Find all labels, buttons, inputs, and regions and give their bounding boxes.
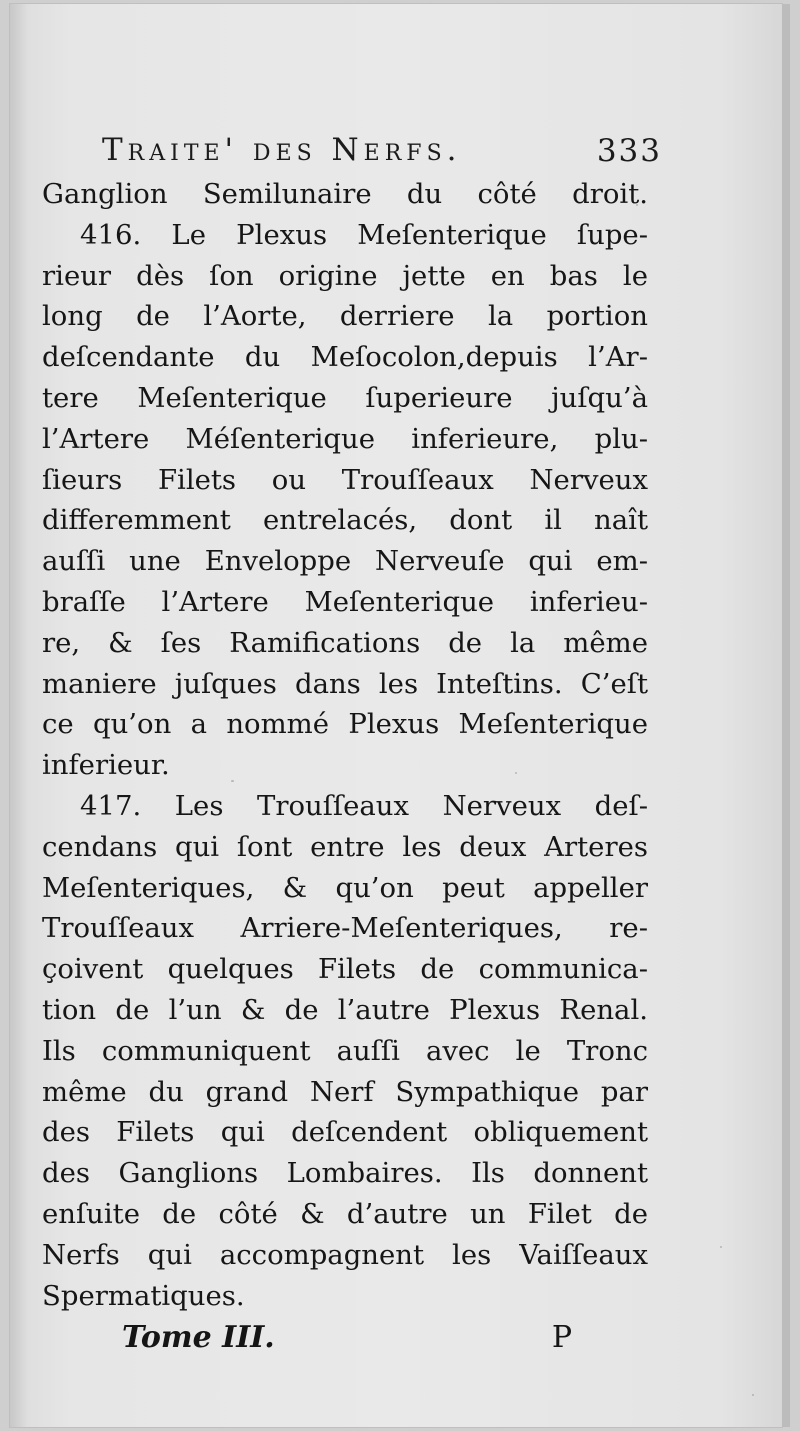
paper-speck <box>752 1394 754 1396</box>
text-line: braſſe l’Artere Meſenterique inferieu- <box>42 585 648 618</box>
text-line: des Filets qui deſcendent obliquement <box>42 1116 648 1149</box>
book-page <box>10 4 782 1427</box>
page-edge <box>782 4 790 1427</box>
text-line: même du grand Nerf Sympathique par <box>42 1075 648 1108</box>
text-line: long de l’Aorte, derriere la portion <box>42 300 648 333</box>
text-line: Trouſſeaux Arriere-Meſenteriques, re- <box>42 912 648 945</box>
text-line: auſſi une Enveloppe Nerveuſe qui em- <box>42 545 648 578</box>
text-line: deſcendante du Meſocolon,depuis l’Ar- <box>42 341 648 374</box>
signature-mark: P <box>551 1320 572 1355</box>
page-footer <box>122 1320 572 1364</box>
text-line: differemment entrelacés, dont il naît <box>42 504 648 537</box>
running-header <box>102 132 662 172</box>
paragraph-start-416: 416. Le Plexus Meſenterique ſupe- <box>80 218 648 251</box>
page-number: 333 <box>596 133 662 169</box>
running-title: Traite' des Nerfs. <box>102 132 462 168</box>
text-line: Meſenteriques, & qu’on peut appeller <box>42 871 648 904</box>
text-line: tion de l’un & de l’autre Plexus Renal. <box>42 993 648 1026</box>
text-line: cendans qui ſont entre les deux Arteres <box>42 830 648 863</box>
paragraph-end-line: Spermatiques. <box>42 1279 245 1312</box>
text-line: enſuite de côté & d’autre un Filet de <box>42 1197 648 1230</box>
paragraph-end-line: inferieur. <box>42 749 170 782</box>
text-line: Ils communiquent auſſi avec le Tronc <box>42 1034 648 1067</box>
text-line: des Ganglions Lombaires. Ils donnent <box>42 1157 648 1190</box>
paper-speck <box>720 1246 722 1248</box>
binding-shadow <box>10 4 28 1427</box>
text-line: maniere juſques dans les Inteſtins. C’eſt <box>42 667 648 700</box>
volume-label: Tome III. <box>122 1320 275 1355</box>
text-line: re, & ſes Ramifications de la même <box>42 626 648 659</box>
text-line: Nerfs qui accompagnent les Vaiſſeaux <box>42 1238 648 1271</box>
body-text <box>42 174 648 1316</box>
paragraph-start-417: 417. Les Trouſſeaux Nerveux deſ- <box>80 789 648 822</box>
paper-speck <box>231 780 234 782</box>
paper-speck <box>636 204 638 206</box>
text-line: Ganglion Semilunaire du côté droit. <box>42 178 648 210</box>
text-line: tere Meſenterique ſuperieure juſqu’à <box>42 381 648 414</box>
text-line: çoivent quelques Filets de communica- <box>42 953 648 986</box>
text-line: l’Artere Méſenterique inferieure, plu- <box>42 422 648 455</box>
paper-speck <box>515 772 517 774</box>
text-line: rieur dès ſon origine jette en bas le <box>42 259 648 292</box>
text-line: ſieurs Filets ou Trouſſeaux Nerveux <box>42 463 648 496</box>
text-line: ce qu’on a nommé Plexus Meſenterique <box>42 708 648 741</box>
